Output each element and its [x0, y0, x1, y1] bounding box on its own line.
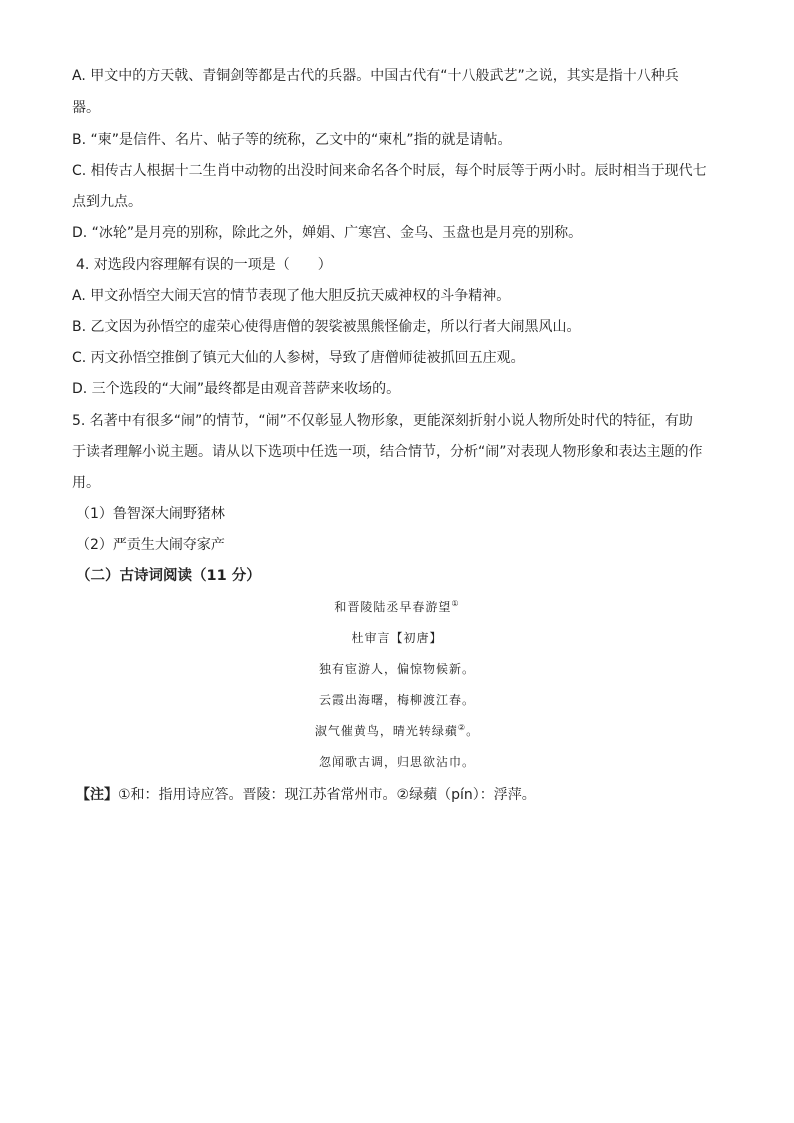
question-5-line1: 5. 名著中有很多“闹”的情节，“闹”不仅彰显人物形象，更能深刻折射小说人物所处时代的特征，有助	[72, 413, 693, 429]
q3-option-d: D. “冰轮”是月亮的别称，除此之外，婵娟、广寒宫、金乌、玉盘也是月亮的别称。	[72, 225, 583, 241]
q3-option-a-line2: 器。	[72, 100, 100, 116]
poem-line-3-tail: 。	[466, 724, 480, 738]
q4-option-d: D. 三个选段的“大闹”最终都是由观音菩萨来收场的。	[72, 381, 401, 397]
poem-author: 杜审言【初唐】	[351, 631, 443, 645]
poem-line-2: 云霞出海曙，梅柳渡江春。	[318, 693, 475, 707]
q4-option-c: C. 丙文孙悟空推倒了镇元大仙的人参树，导致了唐僧师徒被抓回五庄观。	[72, 350, 525, 366]
footnote-label: 【注】	[76, 787, 118, 803]
q5-choice-2: （2）严贡生大闹夺家产	[76, 537, 225, 553]
q5-choice-1: （1）鲁智深大闹野猪林	[76, 506, 225, 522]
q3-option-a-line1: A. 甲文中的方天戟、青铜剑等都是古代的兵器。中国古代有“十八般武艺”之说，其实是指十八种兵	[72, 68, 679, 84]
poem-line-4: 忽闻歌古调，归思欲沾巾。	[318, 755, 475, 769]
q3-option-c-line2: 点到九点。	[72, 194, 142, 210]
poem-line-3	[0, 723, 794, 739]
poem-line-1: 独有宦游人，偏惊物候新。	[318, 662, 475, 676]
section-heading: （二）古诗词阅读（11 分）	[76, 568, 261, 584]
footnote	[76, 786, 536, 804]
q3-option-c-line1: C. 相传古人根据十二生肖中动物的出没时间来命名各个时辰，每个时辰等于两小时。辰时相当于现代七	[72, 163, 707, 179]
poem-title-footnote-mark: ①	[451, 599, 460, 608]
poem-line-3-footnote-mark: ②	[457, 723, 467, 732]
poem-title	[0, 599, 794, 615]
question-4-stem: 4. 对选段内容理解有误的一项是（ ）	[76, 257, 332, 273]
q4-option-b: B. 乙文因为孙悟空的虚荣心使得唐僧的袈裟被黑熊怪偷走，所以行者大闹黑风山。	[72, 319, 581, 335]
footnote-text: ①和：指用诗应答。晋陵：现江苏省常州市。②绿蘋（pín）：浮萍。	[118, 787, 536, 803]
poem-line-3-text: 淑气催黄鸟，晴光转绿蘋	[314, 724, 458, 738]
q4-option-a: A. 甲文孙悟空大闹天宫的情节表现了他大胆反抗天威神权的斗争精神。	[72, 288, 511, 304]
question-5-line2: 于读者理解小说主题。请从以下选项中任选一项，结合情节，分析“闹”对表现人物形象和表达主题的作	[72, 444, 703, 460]
poem-title-text: 和晋陵陆丞早春游望	[334, 600, 452, 614]
q3-option-b: B. “柬”是信件、名片、帖子等的统称，乙文中的“柬札”指的就是请帖。	[72, 132, 512, 148]
question-5-line3: 用。	[72, 475, 100, 491]
